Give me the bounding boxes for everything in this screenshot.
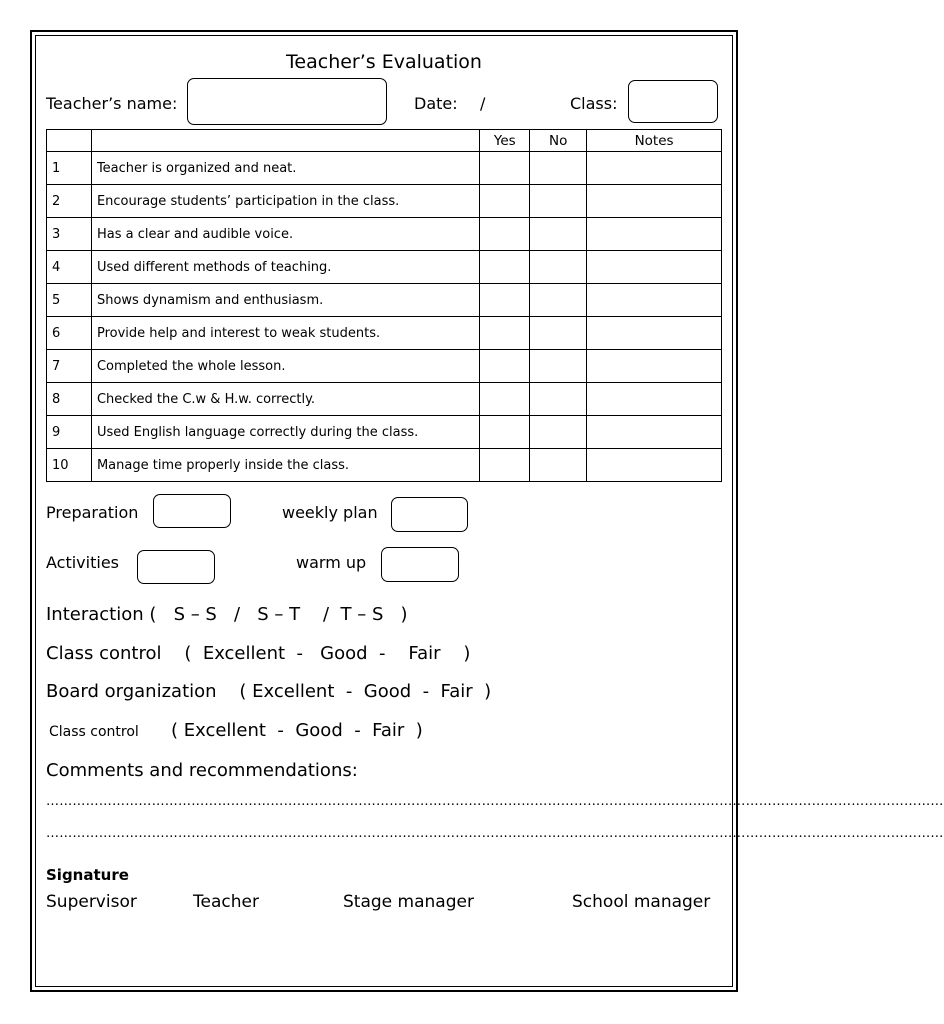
yes-cell[interactable]: [480, 218, 530, 251]
date-label: Date:: [414, 94, 458, 113]
yes-cell[interactable]: [480, 152, 530, 185]
row-number: 8: [47, 383, 92, 416]
notes-cell[interactable]: [587, 251, 722, 284]
column-header-number: [47, 130, 92, 152]
row-criterion: Checked the C.w & H.w. correctly.: [91, 383, 479, 416]
yes-cell[interactable]: [480, 383, 530, 416]
evaluation-table: [46, 129, 722, 482]
table-row: [47, 218, 722, 251]
table-row: [47, 185, 722, 218]
no-cell[interactable]: [530, 449, 587, 482]
row-number: 1: [47, 152, 92, 185]
interaction-rating[interactable]: Interaction ( S – S / S – T / T – S ): [46, 604, 408, 625]
row-number: 7: [47, 350, 92, 383]
row-number: 9: [47, 416, 92, 449]
notes-cell[interactable]: [587, 449, 722, 482]
signature-teacher: Teacher: [193, 892, 259, 912]
notes-cell[interactable]: [587, 218, 722, 251]
signature-school-manager: School manager: [572, 892, 711, 912]
yes-cell[interactable]: [480, 350, 530, 383]
table-row: [47, 449, 722, 482]
no-cell[interactable]: [530, 317, 587, 350]
no-cell[interactable]: [530, 185, 587, 218]
preparation-field[interactable]: [153, 494, 231, 528]
no-cell[interactable]: [530, 350, 587, 383]
table-row: [47, 350, 722, 383]
class-control-options[interactable]: ( Excellent - Good - Fair ): [171, 720, 423, 741]
table-row: [47, 152, 722, 185]
no-cell[interactable]: [530, 284, 587, 317]
teacher-name-field[interactable]: [187, 78, 387, 125]
row-criterion: Completed the whole lesson.: [91, 350, 479, 383]
yes-cell[interactable]: [480, 185, 530, 218]
column-header-notes: Notes: [587, 130, 722, 152]
table-row: [47, 317, 722, 350]
table-row: [47, 284, 722, 317]
row-criterion: Shows dynamism and enthusiasm.: [91, 284, 479, 317]
row-number: 2: [47, 185, 92, 218]
comments-line-2[interactable]: ……………………………………………………………………………………………………………………………………………………………………………………: [46, 826, 944, 841]
class-field[interactable]: [628, 80, 718, 123]
notes-cell[interactable]: [587, 383, 722, 416]
row-number: 4: [47, 251, 92, 284]
warm-up-field[interactable]: [381, 547, 459, 582]
row-criterion: Used different methods of teaching.: [91, 251, 479, 284]
row-criterion: Manage time properly inside the class.: [91, 449, 479, 482]
no-cell[interactable]: [530, 383, 587, 416]
warm-up-label: warm up: [296, 553, 367, 572]
notes-cell[interactable]: [587, 185, 722, 218]
row-number: 3: [47, 218, 92, 251]
table-row: [47, 383, 722, 416]
notes-cell[interactable]: [587, 317, 722, 350]
row-criterion: Teacher is organized and neat.: [91, 152, 479, 185]
comments-line-1[interactable]: ……………………………………………………………………………………………………………………………………………………………………………………: [46, 794, 944, 809]
notes-cell[interactable]: [587, 152, 722, 185]
row-number: 6: [47, 317, 92, 350]
notes-cell[interactable]: [587, 350, 722, 383]
comments-label: Comments and recommendations:: [46, 760, 358, 781]
row-number: 10: [47, 449, 92, 482]
notes-cell[interactable]: [587, 284, 722, 317]
signature-heading: Signature: [46, 866, 129, 884]
no-cell[interactable]: [530, 152, 587, 185]
no-cell[interactable]: [530, 218, 587, 251]
activities-field[interactable]: [137, 550, 215, 584]
date-field[interactable]: /: [480, 94, 486, 113]
preparation-label: Preparation: [46, 503, 139, 522]
yes-cell[interactable]: [480, 449, 530, 482]
table-row: [47, 416, 722, 449]
yes-cell[interactable]: [480, 284, 530, 317]
signature-supervisor: Supervisor: [46, 892, 137, 912]
signature-stage-manager: Stage manager: [343, 892, 474, 912]
weekly-plan-field[interactable]: [391, 497, 468, 532]
board-organization-rating[interactable]: Board organization ( Excellent - Good - Fair ): [46, 681, 492, 702]
class-label: Class:: [570, 94, 618, 113]
page-title: Teacher’s Evaluation: [286, 51, 482, 73]
yes-cell[interactable]: [480, 317, 530, 350]
weekly-plan-label: weekly plan: [282, 503, 378, 522]
column-header-no: No: [530, 130, 587, 152]
row-criterion: Encourage students’ participation in the class.: [91, 185, 479, 218]
row-criterion: Has a clear and audible voice.: [91, 218, 479, 251]
table-header-row: [47, 130, 722, 152]
row-criterion: Used English language correctly during the class.: [91, 416, 479, 449]
table-row: [47, 251, 722, 284]
yes-cell[interactable]: [480, 251, 530, 284]
column-header-criterion: [91, 130, 479, 152]
yes-cell[interactable]: [480, 416, 530, 449]
class-control-label: Class control: [49, 724, 139, 740]
notes-cell[interactable]: [587, 416, 722, 449]
no-cell[interactable]: [530, 251, 587, 284]
row-criterion: Provide help and interest to weak students.: [91, 317, 479, 350]
no-cell[interactable]: [530, 416, 587, 449]
class-control-rating[interactable]: Class control ( Excellent - Good - Fair ): [46, 643, 471, 664]
column-header-yes: Yes: [480, 130, 530, 152]
teacher-name-label: Teacher’s name:: [46, 94, 178, 113]
row-number: 5: [47, 284, 92, 317]
activities-label: Activities: [46, 553, 119, 572]
